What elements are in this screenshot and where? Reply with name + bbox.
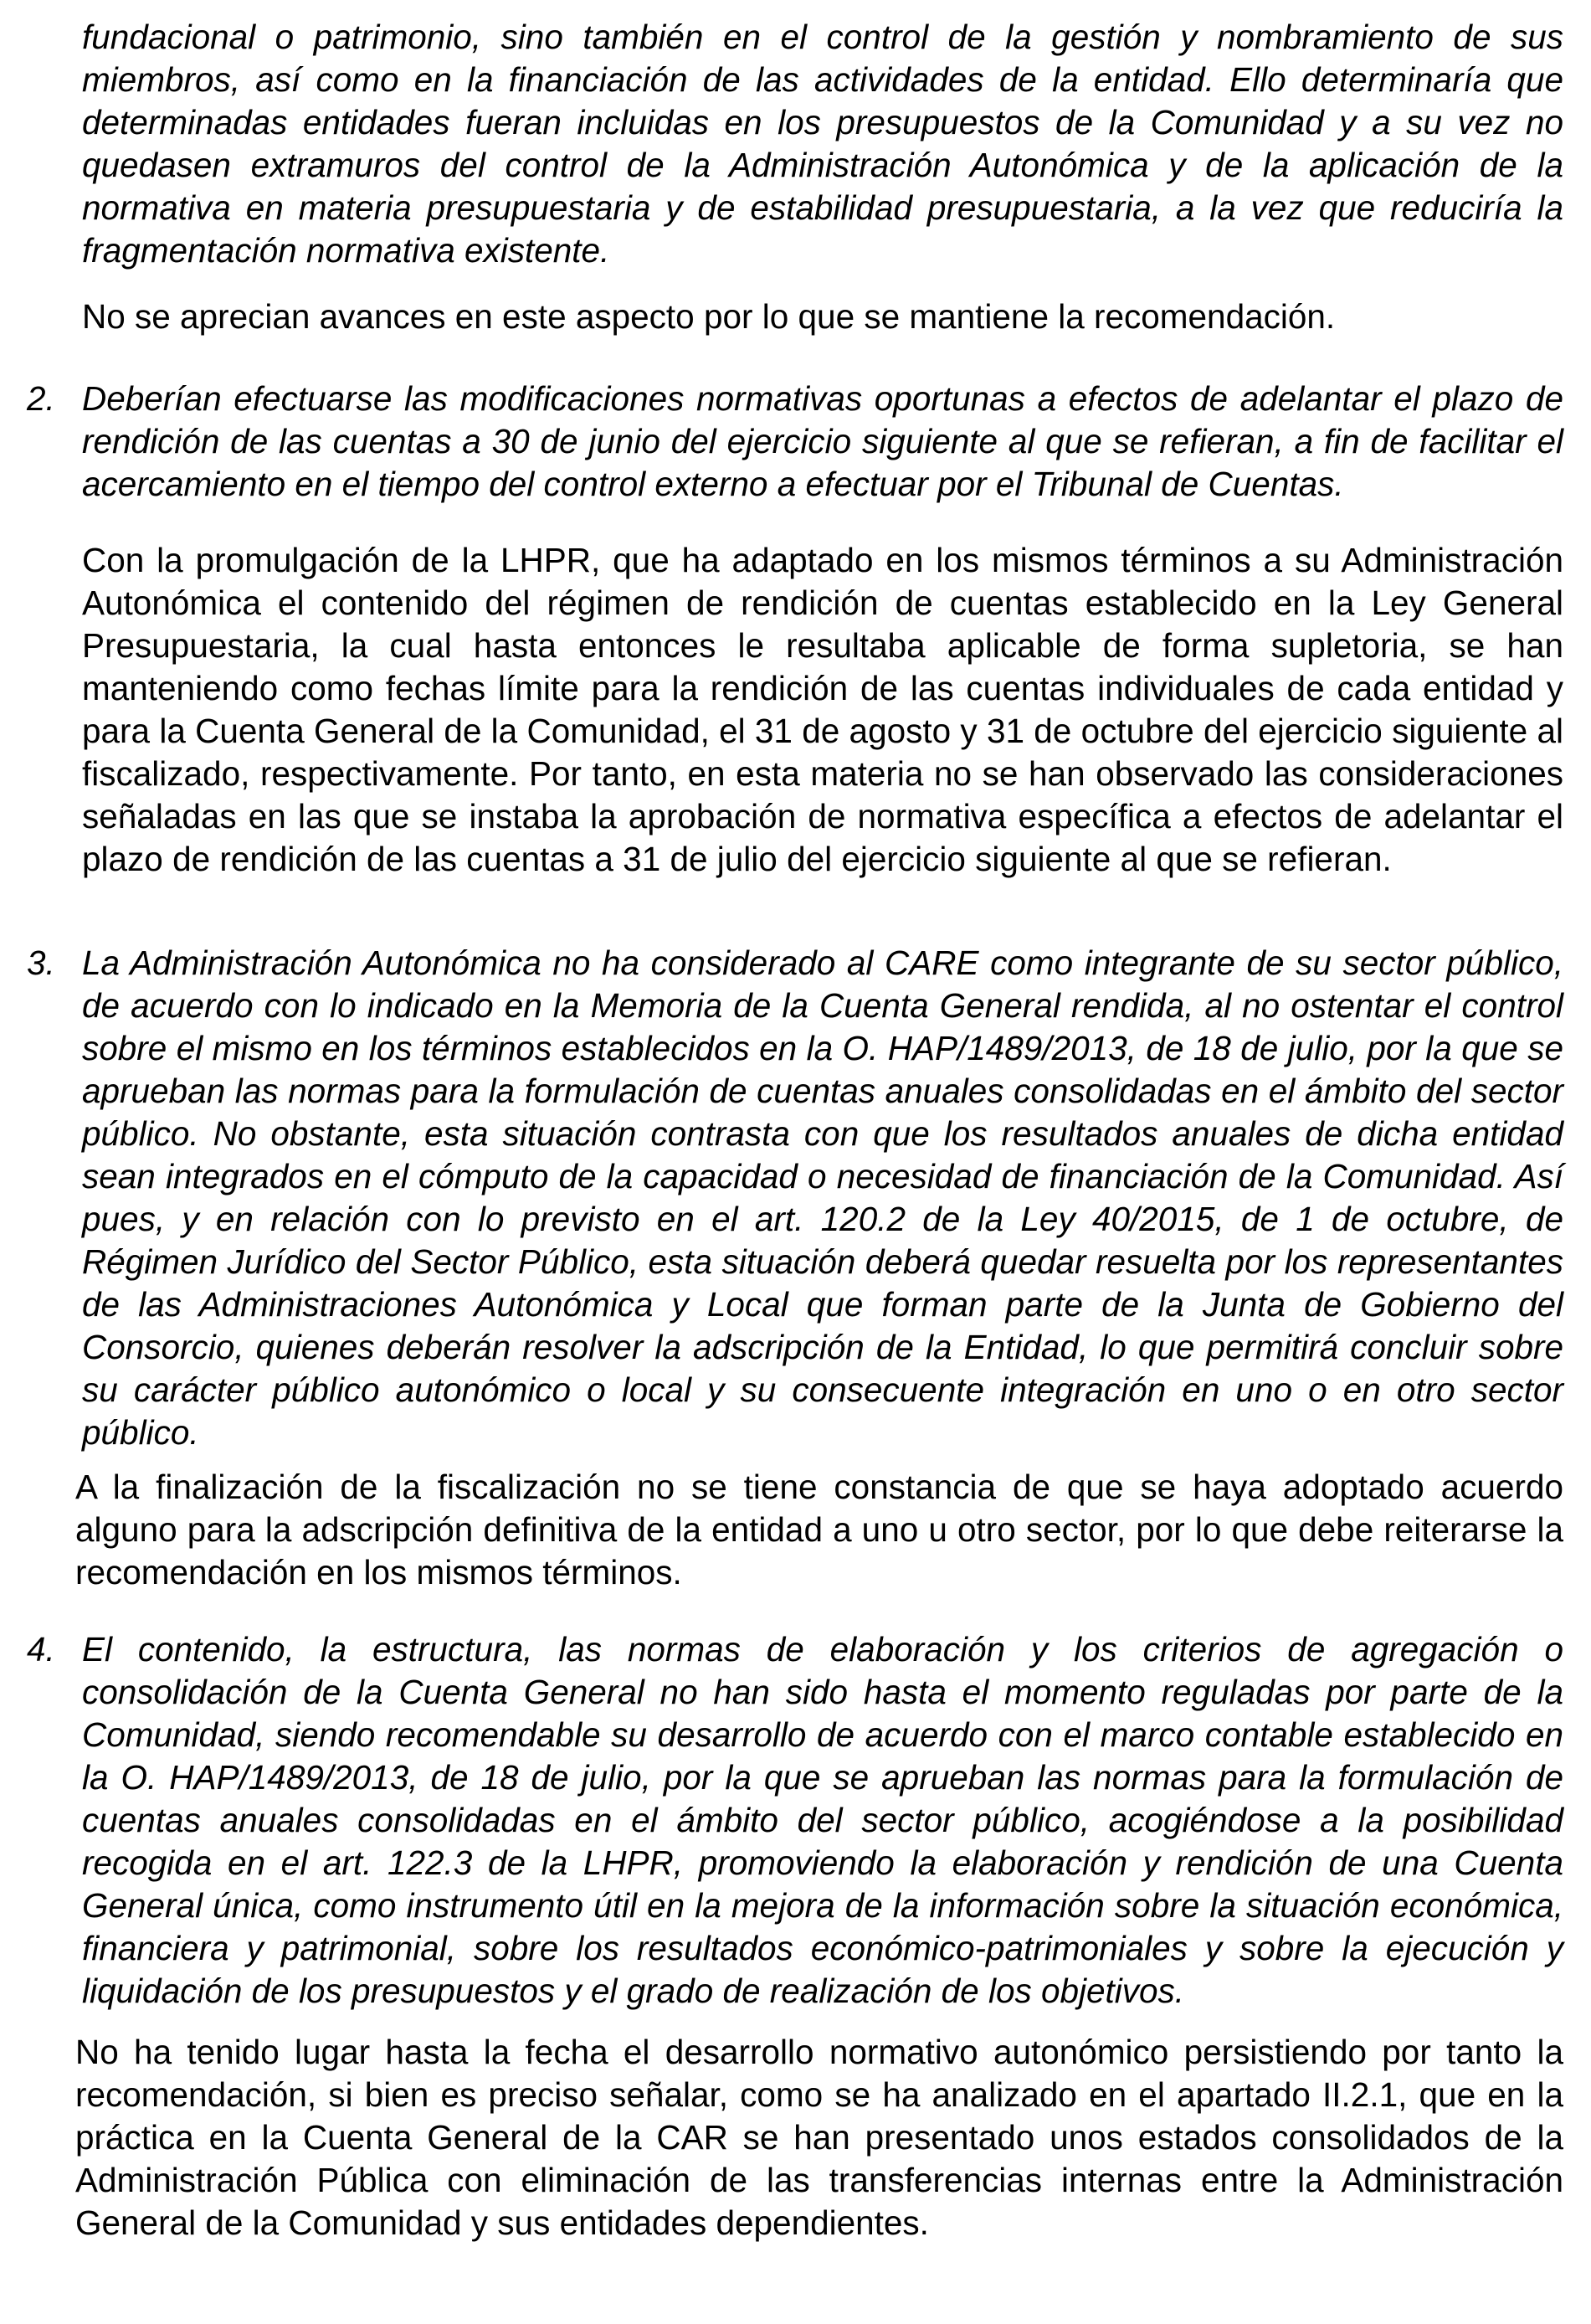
recommendation-4-assessment: No ha tenido lugar hasta la fecha el desarrollo normativo autonómico persistiendo por tanto la recomendación, si bien es preciso señalar, como se ha analizado en el apartado II.2.1, que en la práctica en la Cuenta General de la CAR se han presentado unos estados consolidados de la Administración Pública con eliminación de las transferencias internas entre la Administración General de la Comunidad y sus entidades dependientes. (75, 2033, 1563, 2242)
recommendation-3-assessment: A la finalización de la fiscalización no se tiene constancia de que se haya adoptado acuerdo alguno para la adscripción definitiva de la entidad a uno u otro sector, por lo que debe reiterarse la recomendación en los mismos términos. (75, 1468, 1563, 1591)
recommendation-4-number: 4. (27, 1630, 55, 1668)
recommendation-2-assessment: Con la promulgación de la LHPR, que ha adaptado en los mismos términos a su Administración Autonómica el contenido del régimen de rendición de cuentas establecido en la Ley General Presupuestaria, la cual hasta entonces le resultaba aplicable de forma supletoria, se han manteniendo como fechas límite para la rendición de las cuentas individuales de cada entidad y para la Cuenta General de la Comunidad, el 31 de agosto y 31 de octubre del ejercicio siguiente al fiscalizado, respectivamente. Por tanto, en esta materia no se han observado las consideraciones señaladas en las que se instaba la aprobación de normativa específica a efectos de adelantar el plazo de rendición de las cuentas a 31 de julio del ejercicio siguiente al que se refieran. (82, 541, 1563, 878)
recommendation-2-text: Deberían efectuarse las modificaciones normativas oportunas a efectos de adelantar el plazo de rendición de las cuentas a 30 de junio del ejercicio siguiente al que se refieran, a fin de facilitar el acercamiento en el tiempo del control externo a efectuar por el Tribunal de Cuentas. (82, 379, 1563, 503)
recommendation-1-continuation: fundacional o patrimonio, sino también en el control de la gestión y nombramiento de sus miembros, así como en la financiación de las actividades de la entidad. Ello determinaría que determinadas entidades fueran incluidas en los presupuestos de la Comunidad y a su vez no quedasen extramuros del control de la Administración Autonómica y de la aplicación de la normativa en materia presupuestaria y de estabilidad presupuestaria, a la vez que reduciría la fragmentación normativa existente. (82, 18, 1563, 270)
recommendation-4-text: El contenido, la estructura, las normas de elaboración y los criterios de agregación o consolidación de la Cuenta General no han sido hasta el momento reguladas por parte de la Comunidad, siendo recomendable su desarrollo de acuerdo con el marco contable establecido en la O. HAP/1489/2013, de 18 de julio, por la que se aprueban las normas para la formulación de cuentas anuales consolidadas en el ámbito del sector público, acogiéndose a la posibilidad recogida en el art. 122.3 de la LHPR, promoviendo la elaboración y rendición de una Cuenta General única, como instrumento útil en la mejora de la información sobre la situación económica, financiera y patrimonial, sobre los resultados económico-patrimoniales y sobre la ejecución y liquidación de los presupuestos y el grado de realización de los objetivos. (82, 1630, 1563, 2010)
recommendation-3-text: La Administración Autonómica no ha considerado al CARE como integrante de su sector público, de acuerdo con lo indicado en la Memoria de la Cuenta General rendida, al no ostentar el control sobre el mismo en los términos establecidos en la O. HAP/1489/2013, de 18 de julio, por la que se aprueban las normas para la formulación de cuentas anuales consolidadas en el ámbito del sector público. No obstante, esta situación contrasta con que los resultados anuales de dicha entidad sean integrados en el cómputo de la capacidad o necesidad de financiación de la Comunidad. Así pues, y en relación con lo previsto en el art. 120.2 de la Ley 40/2015, de 1 de octubre, de Régimen Jurídico del Sector Público, esta situación deberá quedar resuelta por los representantes de las Administraciones Autonómica y Local que forman parte de la Junta de Gobierno del Consorcio, quienes deberán resolver la adscripción de la Entidad, lo que permitirá concluir sobre su carácter público autonómico o local y su consecuente integración en uno o en otro sector público. (82, 943, 1563, 1452)
recommendation-1-assessment: No se aprecian avances en este aspecto por lo que se mantiene la recomendación. (82, 297, 1336, 336)
recommendation-2-number: 2. (27, 379, 55, 418)
recommendation-3-number: 3. (27, 943, 55, 982)
